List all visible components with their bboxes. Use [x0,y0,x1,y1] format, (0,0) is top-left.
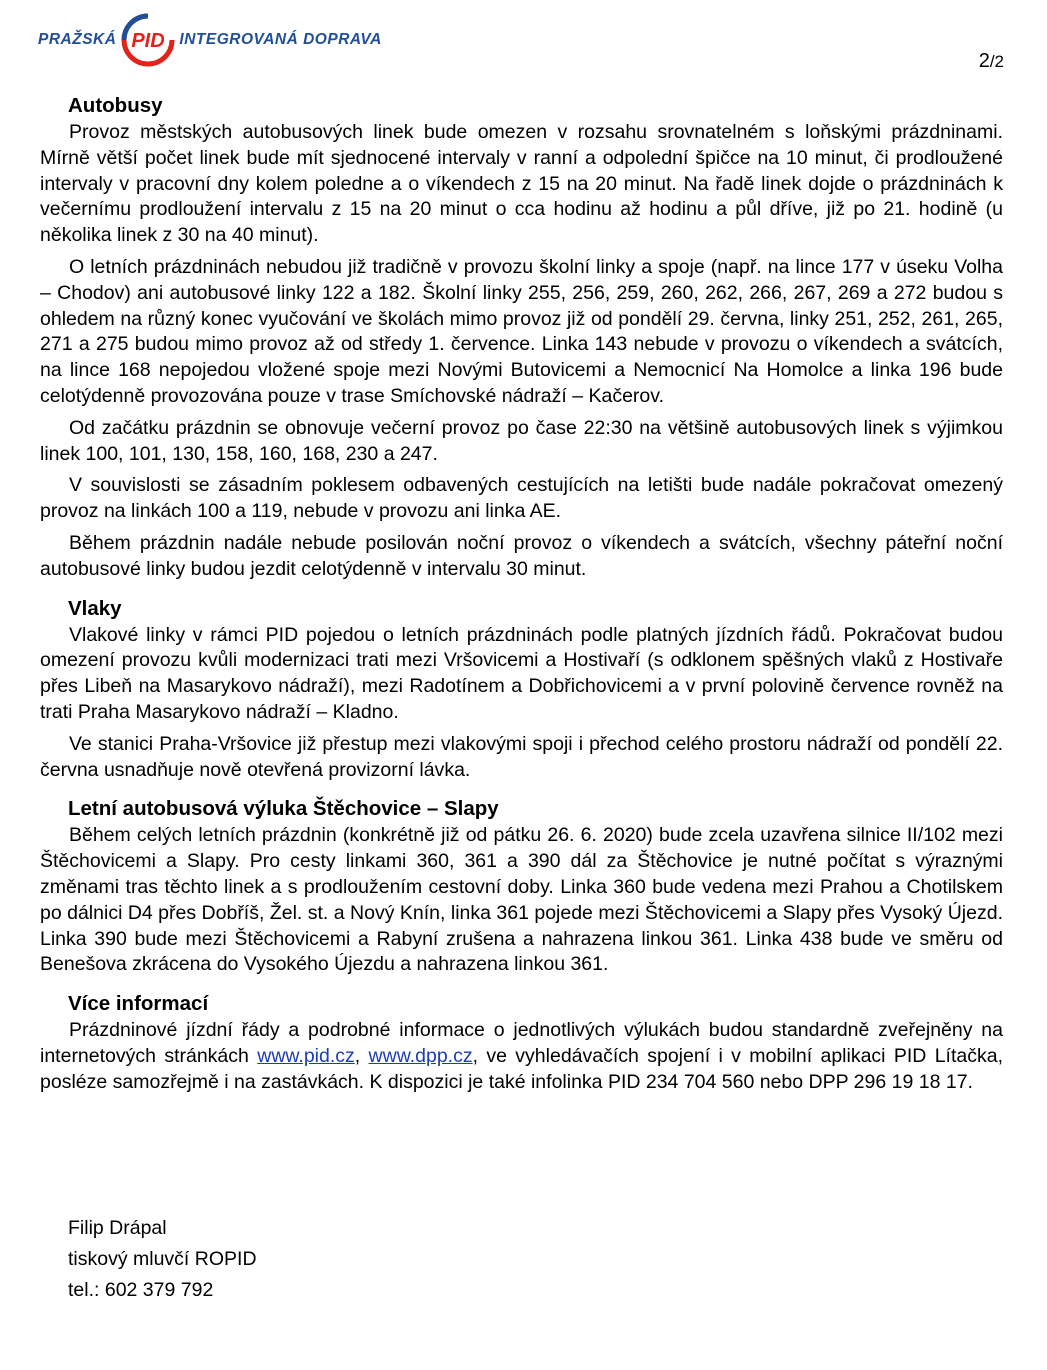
paragraph: Během celých letních prázdnin (konkrétně již od pátku 26. 6. 2020) bude zcela uzavřena silnice II/102 mezi Štěchovicemi a Slapy. Pro cesty linkami 360, 361 a 390 dál za Štěchovice je nutné počítat s výraznými změnami tras těchto linek a s prodloužením cestovní doby. Linka 360 bude vedena mezi Prahou a Chotilskem po dálnici D4 přes Dobříš, Žel. st. a Nový Knín, linka 361 pojede mezi Štěchovicemi a Slapy přes Vysoký Újezd. Linka 390 bude mezi Štěchovicemi a Rabyní zrušena a nahrazena linkou 361. Linka 438 bude ve směru od Benešova zkrácena do Vysokého Újezdu a nahrazena linkou 361. [40,824,1003,976]
logo-emblem-text: PID [131,30,166,52]
paragraph: Ve stanici Praha-Vršovice již přestup mezi vlakovými spoji i přechod celého prostoru nádraží od pondělí 22. června usnadňuje nově otevřená provizorní lávka. [40,732,1003,781]
link-pid[interactable]: www.pid.cz [257,1044,355,1067]
link-dpp[interactable]: www.dpp.cz [368,1044,473,1067]
logo-left-word: PRAŽSKÁ [38,31,117,48]
pid-logo-icon [118,12,178,68]
section-heading: Více informací [68,992,209,1016]
section-info [40,990,1003,1095]
page-total: /2 [989,52,1004,71]
section-vyluka [40,795,1003,978]
paragraph: Během prázdnin nadále nebude posilován noční provoz o víkendech a svátcích, všechny páteřní noční autobusové linky budou jezdit celotýdenně v intervalu 30 minut. [40,531,1003,580]
signature-role: tiskový mluvčí ROPID [68,1248,257,1270]
signature-phone: tel.: 602 379 792 [68,1279,214,1301]
page-current: 2 [978,50,990,72]
paragraph: Provoz městských autobusových linek bude omezen v rozsahu srovnatelném s loňskými prázdninami. Mírně větší počet linek bude mít sjednocené intervaly v ranní a odpolední špičce na 10 minut, či prodloužené intervaly v pracovní dny kolem poledne a o víkendech z 15 na 20 minut. Na řadě linek dojde o prázdninách k večernímu prodloužení intervalu z 15 na 20 minut o cca hodinu až hodinu a půl dříve, již po 21. hodině (u několika linek z 30 na 40 minut). [40,121,1003,247]
document-body [40,92,1003,1108]
section-autobusy [40,92,1003,583]
signature-block [68,1213,257,1306]
paragraph-text: , ve vyhledávačích spojení i v mobilní aplikaci PID Lítačka, posléze samozřejmě i na zastávkách. K dispozici je také infolinka PID 234 704 560 nebo DPP 296 19 18 17. [40,1044,1003,1093]
section-vlaky [40,595,1003,784]
logo-right-word: INTEGROVANÁ DOPRAVA [179,31,382,48]
paragraph: V souvislosti se zásadním poklesem odbavených cestujících na letišti bude nadále pokračovat omezený provoz na linkách 100 a 119, nebude v provozu ani linka AE. [40,474,1003,523]
section-heading: Vlaky [68,596,122,620]
paragraph [40,1018,1003,1095]
section-heading: Autobusy [68,94,163,117]
paragraph: Od začátku prázdnin se obnovuje večerní provoz po čase 22:30 na většině autobusových linek s výjimkou linek 100, 101, 130, 158, 160, 168, 230 a 247. [40,416,1003,465]
header-logo [38,12,382,68]
paragraph-text: Prázdninové jízdní řády a podrobné informace o jednotlivých výlukách budou standardně zveřejněny na internetových stránkách [40,1019,1003,1067]
section-heading: Letní autobusová výluka Štěchovice – Slapy [68,797,499,821]
paragraph: Vlakové linky v rámci PID pojedou o letních prázdninách podle platných jízdních řádů. Pokračovat budou omezení provozu kvůli modernizaci trati mezi Vršovicemi a Hostivaří (s odklonem spěšných vlaků z Hostivaře přes Libeň na Masarykovo nádraží), mezi Radotínem a Dobřichovicemi a v první polovině července rovněž na trati Praha Masarykovo nádraží – Kladno. [40,623,1003,723]
paragraph-text: , [354,1044,369,1067]
page-number [979,50,1004,73]
signature-name: Filip Drápal [68,1217,167,1239]
paragraph: O letních prázdninách nebudou již tradičně v provozu školní linky a spoje (např. na lince 177 v úseku Volha – Chodov) ani autobusové linky 122 a 182. Školní linky 255, 256, 259, 260, 262, 266, 267, 269 a 272 budou s ohledem na různý konec vyučování ve školách mimo provoz již od pondělí 29. června, linky 251, 252, 261, 265, 271 a 275 budou mimo provoz až od středy 1. července. Linka 143 nebude v provozu o víkendech a svátcích, na lince 168 nepojedou vložené spoje mezi Novými Butovicemi a Nemocnicí Na Homolce a linka 196 bude celotýdenně provozována pouze v trase Smíchovské nádraží – Kačerov. [40,255,1003,407]
